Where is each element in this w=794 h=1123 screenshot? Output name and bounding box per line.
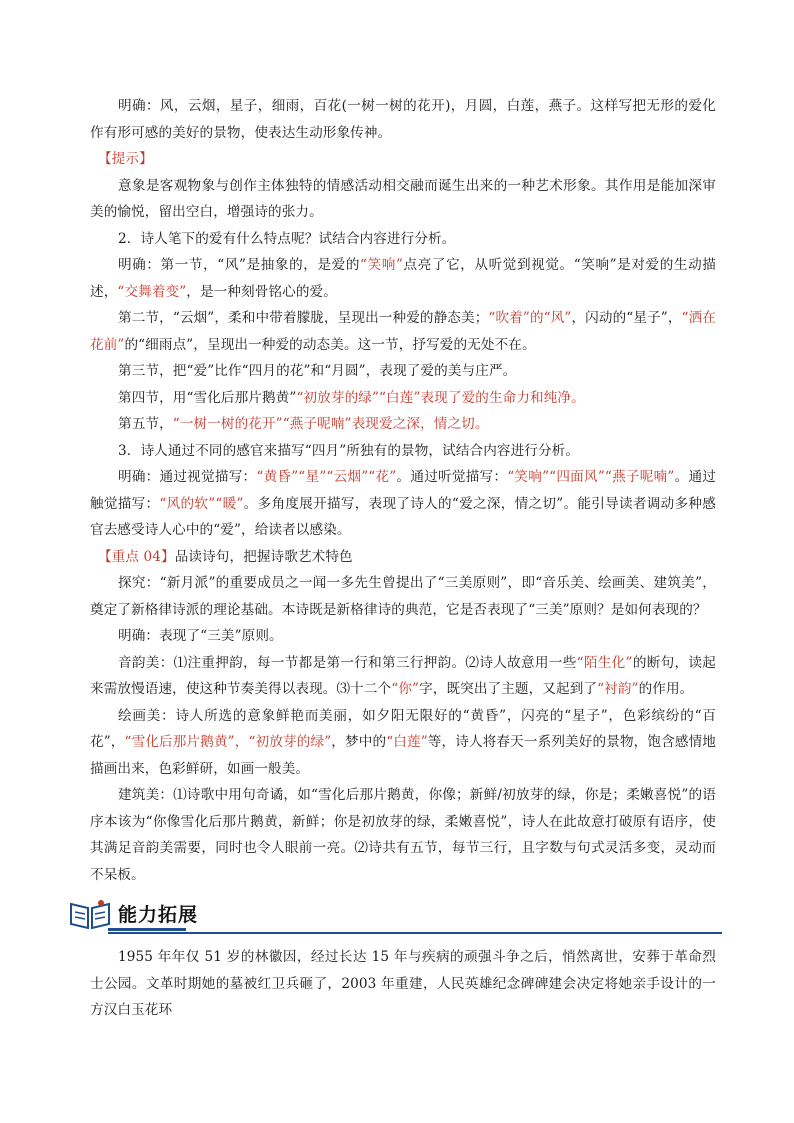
question xyxy=(90,438,716,465)
answer xyxy=(90,252,716,305)
highlight: “初放芽的绿”“白莲”表现了爱的生命力和纯净。 xyxy=(296,389,585,406)
highlight: “洒在花前” xyxy=(90,310,716,353)
text: 3．诗人通过不同的感官来描写“四月”所独有的景物，试结合内容进行分析。 xyxy=(118,442,580,459)
open-book-icon xyxy=(68,898,112,936)
section-title: 能力拓展 xyxy=(118,904,199,926)
text: 。通过触觉描写： xyxy=(90,469,716,512)
key-point-label: 【重点 04】 xyxy=(98,548,175,565)
explore-paragraph xyxy=(90,570,716,623)
text: 明确：表现了“三美”原则。 xyxy=(118,628,283,644)
document-body xyxy=(90,93,716,1024)
text: 意象是客观物象与创作主体独特的情感活动相交融而诞生出来的一种艺术形象。其作用是能加深审美的愉悦，留出空白，增强诗的张力。 xyxy=(90,177,716,220)
answer xyxy=(90,358,716,385)
text: 建筑美：⑴诗歌中用句奇谲，如“雪化后那片鹅黄，你像；新鲜/初放芽的绿，你是；柔嫩喜悦”的语序本该为“你像雪化后那片鹅黄，新鲜；你是初放芽的绿，柔嫩喜悦”，诗人在此故意打破原有语序，使其满足音韵美需要，同时也令人眼前一亮。⑵诗共有五节，每节三行，且字数与句式灵活多变，灵动而不呆板。 xyxy=(90,787,716,883)
text: 第四节，用“雪化后那片鹅黄” xyxy=(118,389,297,406)
answer xyxy=(90,782,716,888)
highlight: “黄昏”“星”“云烟”“花” xyxy=(256,469,397,485)
paragraph xyxy=(90,944,716,1024)
answer xyxy=(90,411,716,438)
text: 探究：“新月派”的重要成员之一闻一多先生曾提出了“三美原则”，即“音乐美、绘画美、建筑美”，奠定了新格律诗派的理论基础。本诗既是新格律诗的典范，它是否表现了“三美”原则？是如何表现的？ xyxy=(90,575,716,618)
key-point-heading xyxy=(90,544,716,571)
text: 字，既突出了主题，又起到了 xyxy=(419,681,598,697)
paragraph xyxy=(90,173,716,226)
divider xyxy=(108,932,722,934)
highlight: “陌生化” xyxy=(576,654,633,671)
text: 2．诗人笔下的爱有什么特点呢？试结合内容进行分析。 xyxy=(118,230,456,247)
highlight: “一树一树的花开”“燕子呢喃”表现爱之深，情之切。 xyxy=(172,416,489,432)
answer xyxy=(90,385,716,412)
text: 的作用。 xyxy=(638,681,694,697)
text: 第二节，“云烟”，柔和中带着朦胧，呈现出一种爱的静态美； xyxy=(118,310,489,326)
divider xyxy=(108,928,186,931)
text: 第三节，把“爱”比作“四月的花”和“月圆”，表现了爱的美与庄严。 xyxy=(118,363,517,379)
text: 第五节， xyxy=(118,416,173,432)
text: ，闪动的“星子”， xyxy=(571,310,682,326)
text: 1955 年年仅 51 岁的林徽因，经过长达 15 年与疾病的顽强斗争之后，悄然离世，安葬于革命烈士公园。文革时期她的墓被红卫兵砸了，2003 年重建，人民英雄纪念碑碑建会决定将她亲手设计的一方汉白玉花环 xyxy=(90,949,716,1018)
paragraph xyxy=(90,93,716,146)
highlight: “衬韵” xyxy=(597,681,639,697)
text: 明确：第一节，“风”是抽象的，是爱的 xyxy=(118,257,361,273)
text: 音韵美：⑴注重押韵，每一节都是第一行和第三行押韵。⑵诗人故意用一些 xyxy=(118,654,577,671)
highlight: “笑响”“四面风”“燕子呢喃” xyxy=(507,469,675,485)
highlight: “白莲” xyxy=(386,734,428,750)
text: ，是一种刻骨铭心的爱。 xyxy=(186,283,337,300)
highlight: “风的软”“暖” xyxy=(159,495,244,512)
highlight: “吹着”的“风” xyxy=(488,310,572,326)
text: 的断句，读起来需放慢语速，使这种节奏美得以表现。⑶十二个 xyxy=(90,654,716,697)
answer xyxy=(90,623,716,650)
highlight: “笑响” xyxy=(360,257,404,273)
key-point-title: 品读诗句，把握诗歌艺术特色 xyxy=(174,548,353,565)
highlight: “交舞着变” xyxy=(117,283,187,300)
answer xyxy=(90,650,716,703)
text: 的“细雨点”，呈现出一种爱的动态美。这一节，抒写爱的无处不在。 xyxy=(124,336,536,353)
text: 明确：风，云烟，星子，细雨，百花(一树一树的花开)，月圆，白莲，燕子。这样写把无形的爱化作有形可感的美好的景物，使表达生动形象传神。 xyxy=(90,98,716,141)
text: 点亮了它，从听觉到视觉。“笑响”是对爱的生动描述， xyxy=(90,257,716,300)
highlight: “雪化后那片鹅黄”，“初放芽的绿” xyxy=(124,734,332,750)
text: 等，诗人将春天一系列美好的景物，饱含感情地描画出来，色彩鲜研，如画一般美。 xyxy=(90,734,716,777)
highlight: “你” xyxy=(391,681,420,697)
answer xyxy=(90,703,716,783)
text: 绘画美：诗人所选的意象鲜艳而美丽，如夕阳无限好的“黄昏”，闪亮的“星子”，色彩缤纷的“百花”， xyxy=(90,707,716,750)
text: ，梦中的 xyxy=(331,734,387,750)
text: 。通过听觉描写： xyxy=(396,469,508,485)
answer xyxy=(90,305,716,358)
text: 明确：通过视觉描写： xyxy=(118,469,257,485)
section-banner xyxy=(90,892,716,936)
answer xyxy=(90,464,716,544)
hint-heading xyxy=(90,146,716,173)
hint-label: 【提示】 xyxy=(98,151,153,167)
question xyxy=(90,226,716,253)
text: 。多角度展开描写，表现了诗人的“爱之深，情之切”。能引导读者调动多种感官去感受诗人心中的“爱”，给读者以感染。 xyxy=(90,495,716,538)
